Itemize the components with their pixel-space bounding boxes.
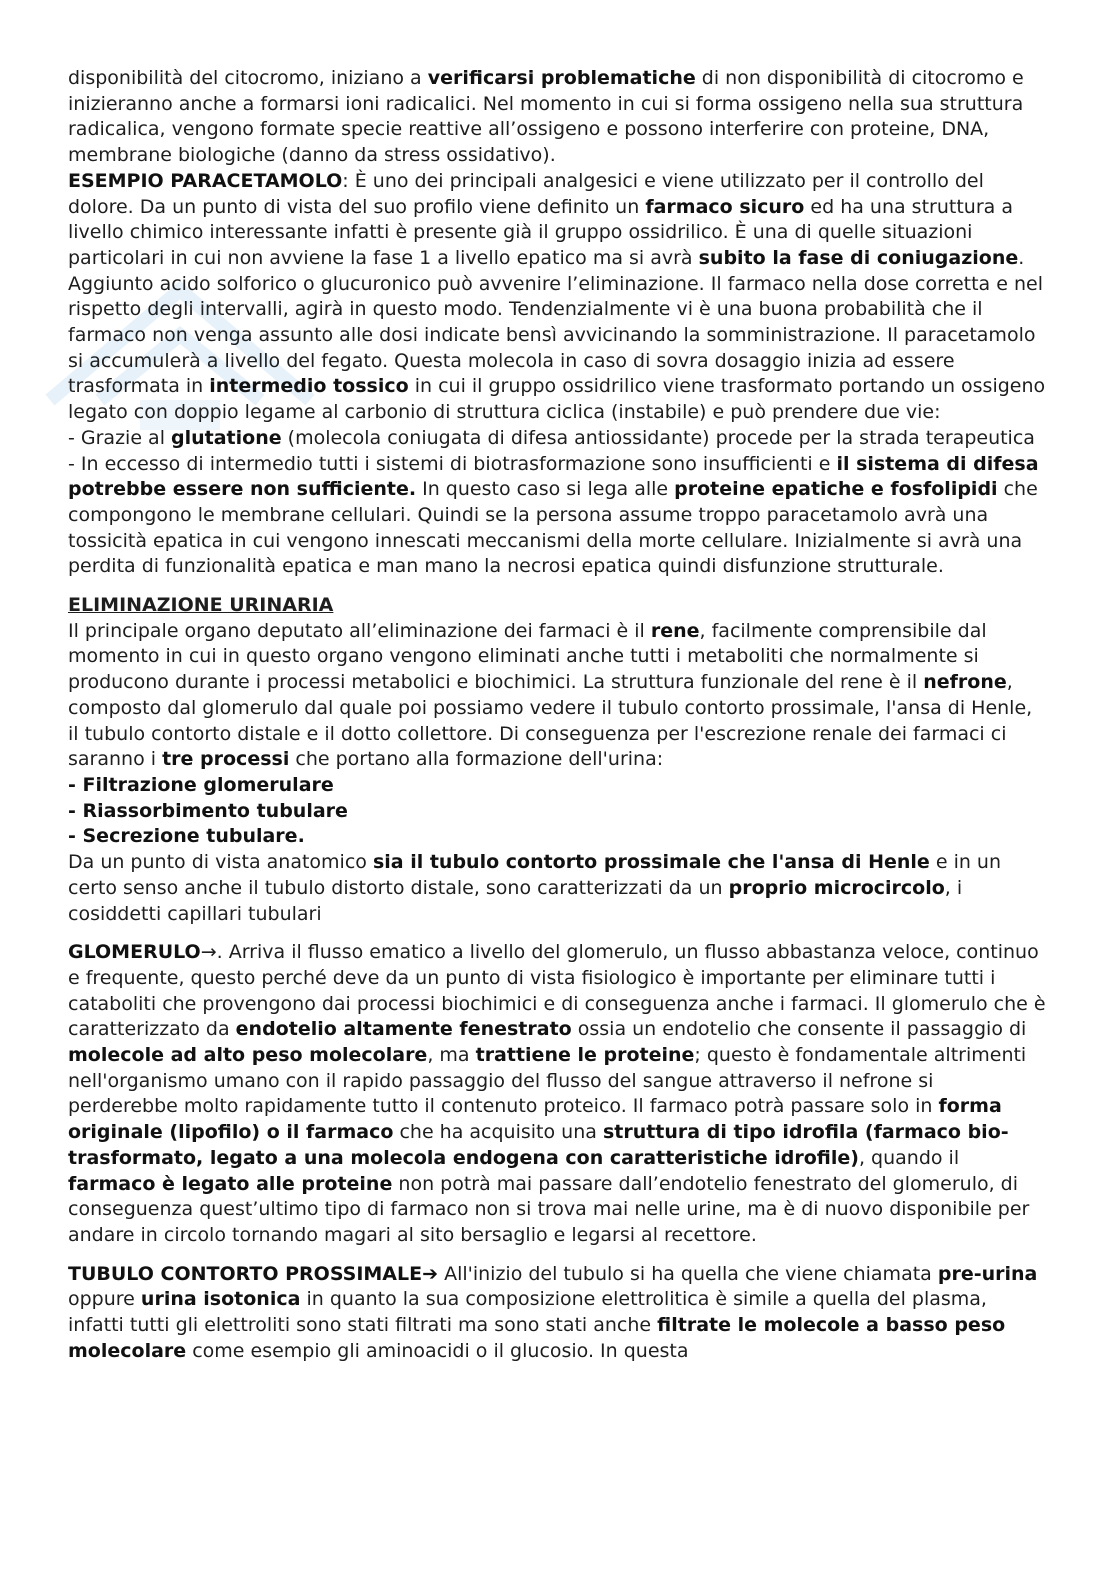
paragraph-anatomy: Da un punto di vista anatomico sia il tubulo contorto prossimale che l'ansa di Henle e in un certo senso anche il tubulo distorto distale, sono caratterizzati da un proprio microcircolo, i cosiddetti capillari tubulari xyxy=(68,851,1002,925)
paragraph-cytochrome: disponibilità del citocromo, iniziano a verificarsi problematiche di non disponibilità di citocromo e inizieranno anche a formarsi ioni radicalici. Nel momento in cui si forma ossigeno nella sua struttura radicalica, vengono formate specie reattive all’ossigeno e possono interferire con proteine, DNA, membrane biologiche (danno da stress ossidativo). xyxy=(68,67,1024,167)
paragraph-paracetamol: ESEMPIO PARACETAMOLO: È uno dei principali analgesici e viene utilizzato per il controllo del dolore. Da un punto di vista del suo profilo viene definito un farmaco sicuro ed ha una struttura a livello chimico interessante infatti è presente già il gruppo ossidrilico. È una di quelle situazioni particolari in cui non avviene la fase 1 a livello epatico ma si avrà subito la fase di coniugazione. Aggiunto acido solforico o glucuronico può avvenire l’eliminazione. Il farmaco nella dose corretta e nel rispetto degli intervalli, agirà in questo modo. Tendenzialmente vi è una buona probabilità che il farmaco non venga assunto alle dosi indicate bensì avvicinando la somministrazione. Il paracetamolo si accumulerà a livello del fegato. Questa molecola in caso di sovra dosaggio inizia ad essere trasformata in intermedio tossico in cui il gruppo ossidrilico viene trasformato portando un ossigeno legato con doppio legame al carbonio di struttura ciclica (instabile) e può prendere due vie: xyxy=(68,169,1046,424)
process-item: - Secrezione tubulare. xyxy=(68,825,305,848)
arrow-icon: → xyxy=(200,941,217,964)
process-item: - Riassorbimento tubulare xyxy=(68,799,348,822)
list-item-glutathione: - Grazie al glutatione (molecola coniugata di difesa antiossidante) procede per la strada terapeutica xyxy=(68,426,1035,449)
list-item-excess: - In eccesso di intermedio tutti i sistemi di biotrasformazione sono insufficienti e il sistema di difesa potrebbe essere non sufficiente. In questo caso si lega alle proteine epatiche e fosfolipidi che compongono le membrane cellulari. Quindi se la persona assume troppo paracetamolo avrà una tossicità epatica in cui vengono innescati meccanismi della morte cellulare. Inizialmente si avrà una perdita di funzionalità epatica e man mano la necrosi epatica quindi disfunzione strutturale. xyxy=(68,452,1039,578)
paragraph-kidney: Il principale organo deputato all’eliminazione dei farmaci è il rene, facilmente comprensibile dal momento in cui in questo organo vengono eliminati anche tutti i metaboliti che normalmente si producono durante i processi metabolici e biochimici. La struttura funzionale del rene è il nefrone, composto dal glomerulo dal quale poi possiamo vedere il tubulo contorto prossimale, l'ansa di Henle, il tubulo contorto distale e il dotto collettore. Di conseguenza per l'escrezione renale dei farmaci ci saranno i tre processi che portano alla formazione dell'urina: xyxy=(68,619,1033,771)
section-heading: ELIMINAZIONE URINARIA xyxy=(68,594,334,617)
arrow-icon: ➔ xyxy=(422,1262,439,1285)
paragraph-proximal-tubule: TUBULO CONTORTO PROSSIMALE➔ All'inizio del tubulo si ha quella che viene chiamata pre-urina oppure urina isotonica in quanto la sua composizione elettrolitica è simile a quella del plasma, infatti tutti gli elettroliti sono stati filtrati ma sono stati anche filtrate le molecole a basso peso molecolare come esempio gli aminoacidi o il glucosio. In questa xyxy=(68,1262,1038,1362)
process-item: - Filtrazione glomerulare xyxy=(68,773,334,796)
document-body xyxy=(68,66,1048,1364)
paragraph-glomerulus: GLOMERULO→. Arriva il flusso ematico a livello del glomerulo, un flusso abbastanza veloce, continuo e frequente, questo perché deve da un punto di vista fisiologico è importante per eliminare tutti i cataboliti che provengono dai processi biochimici e di conseguenza anche i farmaci. Il glomerulo che è caratterizzato da endotelio altamente fenestrato ossia un endotelio che consente il passaggio di molecole ad alto peso molecolare, ma trattiene le proteine; questo è fondamentale altrimenti nell'organismo umano con il rapido passaggio del flusso del sangue attraverso il nefrone si perderebbe molto rapidamente tutto il contenuto proteico. Il farmaco potrà passare solo in forma originale (lipofilo) o il farmaco che ha acquisito una struttura di tipo idrofila (farmaco bio-trasformato, legato a una molecola endogena con caratteristiche idrofile), quando il farmaco è legato alle proteine non potrà mai passare dall’endotelio fenestrato del glomerulo, di conseguenza quest’ultimo tipo di farmaco non si trova mai nelle urine, ma è di nuovo disponibile per andare in circolo tornando magari al sito bersaglio e legarsi al recettore. xyxy=(68,941,1046,1246)
